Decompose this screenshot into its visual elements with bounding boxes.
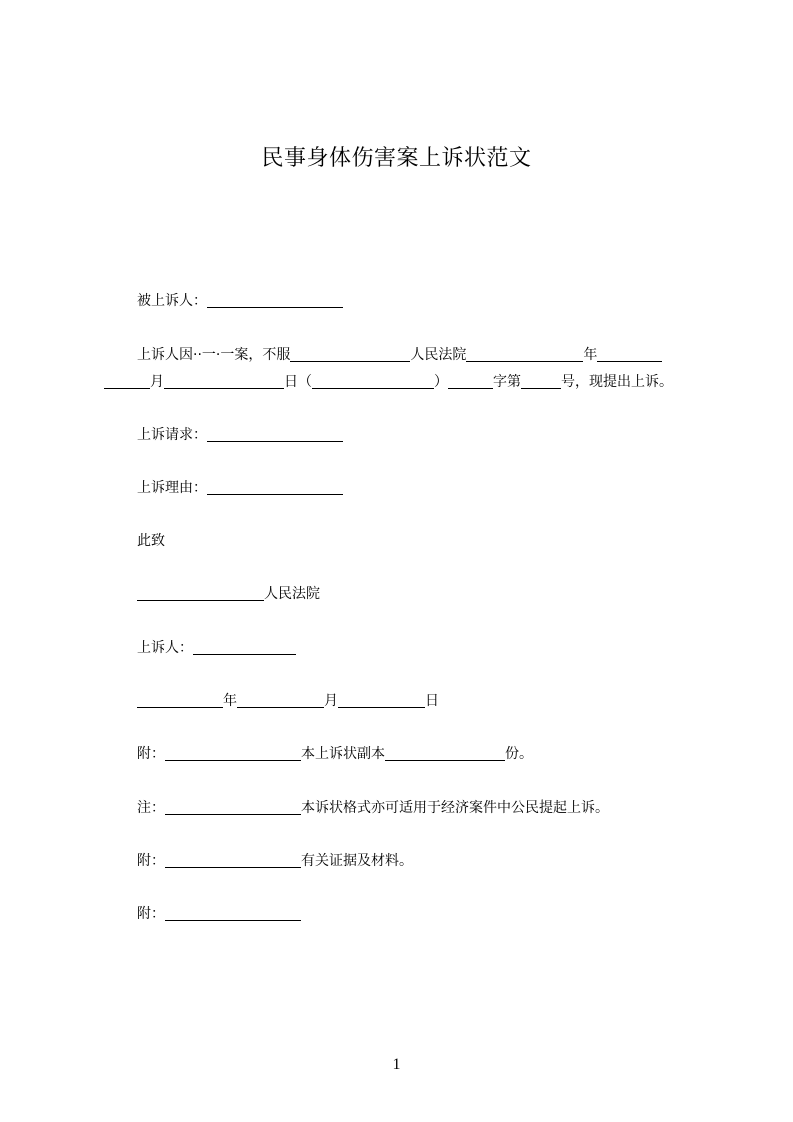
attachment-1-middle: 本上诉状副本 xyxy=(301,746,385,762)
date-year-label: 年 xyxy=(223,693,237,709)
page-number: 1 xyxy=(392,1056,401,1073)
case-code-blank xyxy=(312,374,434,389)
attachment-1-label: 附： xyxy=(137,746,165,762)
regards-text: 此致 xyxy=(137,533,165,549)
case-word-blank xyxy=(448,374,493,389)
attachment-1-blank xyxy=(165,746,301,761)
attachment-2-blank xyxy=(165,853,301,868)
attachment-3-label: 附： xyxy=(137,906,165,922)
regards-line xyxy=(137,532,165,550)
copies-blank xyxy=(385,746,505,761)
appellant-label: 上诉人： xyxy=(137,640,193,656)
document-title: 民事身体伤害案上诉状范文 xyxy=(261,146,532,171)
month-pre-blank xyxy=(104,374,150,389)
appellant-blank xyxy=(193,640,296,655)
appeal-paragraph-line-1 xyxy=(137,346,662,364)
date-day-label: 日 xyxy=(425,693,439,709)
respondent-line xyxy=(137,292,343,310)
para1-text-b: 人民法院 xyxy=(410,347,467,363)
appeal-paragraph-line-2 xyxy=(104,373,673,391)
para1-end: 号，现提出上诉。 xyxy=(561,374,673,390)
attachment-3-line xyxy=(137,905,301,923)
request-line xyxy=(137,426,343,444)
year-blank xyxy=(597,347,662,362)
judgment-blank xyxy=(466,347,583,362)
case-number-blank xyxy=(521,374,561,389)
para1-text-c: 年 xyxy=(583,347,598,363)
attachment-1-end: 份。 xyxy=(505,746,533,762)
reason-label: 上诉理由： xyxy=(137,480,207,496)
date-line xyxy=(137,692,439,710)
note-line xyxy=(137,799,609,817)
appellant-line xyxy=(137,639,296,657)
date-month-blank xyxy=(237,693,324,708)
attachment-2-label: 附： xyxy=(137,853,165,869)
note-text: 本诉状格式亦可适用于经济案件中公民提起上诉。 xyxy=(301,800,609,816)
attachment-3-blank xyxy=(165,906,301,921)
request-label: 上诉请求： xyxy=(137,427,207,443)
request-blank xyxy=(207,427,343,442)
reason-blank xyxy=(207,480,343,495)
date-month-label: 月 xyxy=(324,693,338,709)
note-label: 注： xyxy=(137,800,165,816)
court-blank xyxy=(137,586,264,601)
court-name-blank xyxy=(290,347,410,362)
respondent-blank xyxy=(207,293,343,308)
para1-month: 月 xyxy=(150,374,164,390)
date-year-blank xyxy=(137,693,223,708)
attachment-2-line xyxy=(137,852,413,870)
reason-line xyxy=(137,479,343,497)
attachment-1-line xyxy=(137,745,533,763)
respondent-label: 被上诉人： xyxy=(137,293,207,309)
note-blank xyxy=(165,800,301,815)
para1-zidi: 字第 xyxy=(493,374,521,390)
court-suffix: 人民法院 xyxy=(264,586,320,602)
date-day-blank xyxy=(338,693,425,708)
attachment-2-text: 有关证据及材料。 xyxy=(301,853,413,869)
para1-close-paren: ） xyxy=(434,374,448,390)
day-pre-blank xyxy=(164,374,284,389)
court-line xyxy=(137,585,320,603)
para1-text-a: 上诉人因··一·一案，不服 xyxy=(137,347,291,363)
para1-day: 日（ xyxy=(284,374,312,390)
